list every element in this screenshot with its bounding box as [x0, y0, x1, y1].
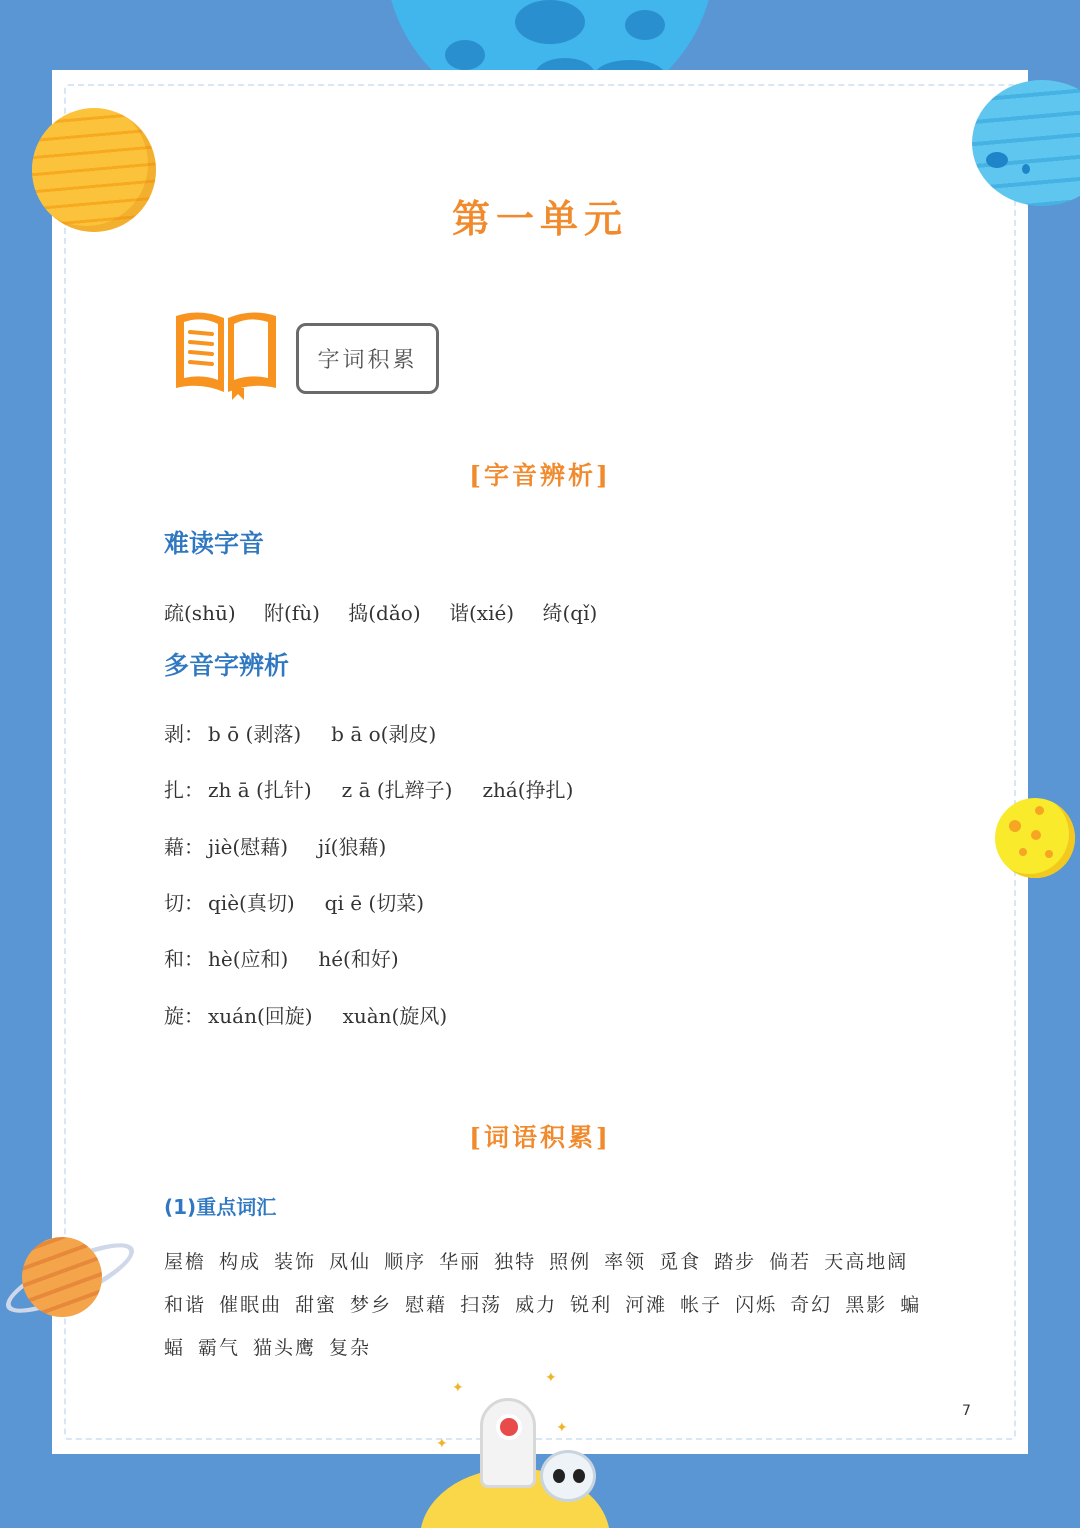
pinyin-item: 绮(qǐ) [542, 601, 598, 625]
vocab-line [164, 1290, 934, 1317]
vocab-word: 倘若 [769, 1251, 812, 1273]
polyphonic-reading: zhá(挣扎) [482, 778, 574, 802]
polyphonic-char: 藉： [164, 835, 204, 859]
polyphonic-row [164, 1000, 477, 1029]
sparkle-icon: ✦ [545, 1370, 557, 1386]
key-vocabulary-heading: (1)重点词汇 [164, 1195, 277, 1219]
difficult-pronunciation-heading: 难读字音 [164, 529, 265, 558]
sparkle-icon: ✦ [452, 1380, 464, 1396]
difficult-pronunciation-list [164, 597, 619, 626]
polyphonic-char: 切： [164, 891, 204, 915]
vocab-word: 梦乡 [350, 1294, 393, 1316]
vocab-word: 华丽 [439, 1251, 482, 1273]
vocab-word: 奇幻 [790, 1294, 833, 1316]
vocab-word: 锐利 [570, 1294, 613, 1316]
section-heading-pronunciation: [字音辨析] [469, 461, 611, 490]
saturn-planet-decoration [22, 1237, 102, 1317]
vocab-word: 独特 [494, 1251, 537, 1273]
vocab-word: 顺序 [384, 1251, 427, 1273]
vocab-word: 霸气 [198, 1337, 241, 1359]
sparkle-icon: ✦ [556, 1420, 568, 1436]
vocab-word: 催眠曲 [219, 1294, 283, 1316]
polyphonic-row [164, 887, 454, 916]
polyphonic-char: 剥： [164, 722, 204, 746]
polyphonic-reading: xuán(回旋) [208, 1004, 313, 1028]
vocab-word: 复杂 [329, 1337, 372, 1359]
panda-decoration [540, 1450, 596, 1502]
polyphonic-heading: 多音字辨析 [164, 651, 290, 680]
vocab-word: 威力 [515, 1294, 558, 1316]
vocab-word: 照例 [549, 1251, 592, 1273]
vocab-word: 帐子 [680, 1294, 723, 1316]
polyphonic-char: 扎： [164, 778, 204, 802]
vocab-word: 闪烁 [735, 1294, 778, 1316]
polyphonic-reading: hè(应和) [208, 947, 289, 971]
vocab-line [164, 1333, 384, 1360]
unit-title: 第一单元 [451, 196, 628, 241]
vocab-word: 构成 [219, 1251, 262, 1273]
polyphonic-reading: jiè(慰藉) [208, 835, 289, 859]
polyphonic-reading: b ō (剥落) [208, 722, 302, 746]
page-number: 7 [962, 1403, 971, 1419]
vocab-word: 率领 [604, 1251, 647, 1273]
polyphonic-row [164, 718, 466, 747]
polyphonic-reading: z ā (扎辫子) [341, 778, 453, 802]
polyphonic-char: 旋： [164, 1004, 204, 1028]
polyphonic-char: 和： [164, 947, 204, 971]
vocab-word: 扫荡 [460, 1294, 503, 1316]
vocab-word: 慰藉 [405, 1294, 448, 1316]
vocab-word: 甜蜜 [295, 1294, 338, 1316]
word-accumulation-tag: 字词积累 [296, 323, 439, 394]
vocab-word: 屋檐 [164, 1251, 207, 1273]
polyphonic-row [164, 831, 416, 860]
rocket-window-decoration [496, 1414, 522, 1440]
vocab-word: 蝠 [164, 1337, 186, 1359]
vocab-word: 踏步 [714, 1251, 757, 1273]
vocab-word: 天高地阔 [824, 1251, 909, 1273]
pinyin-item: 附(fù) [264, 601, 320, 625]
vocab-line [164, 1247, 921, 1274]
pinyin-item: 捣(dǎo) [348, 601, 421, 625]
vocab-word: 装饰 [274, 1251, 317, 1273]
vocab-word: 黑影 [845, 1294, 888, 1316]
vocab-word: 猫头鹰 [253, 1337, 317, 1359]
pinyin-item: 疏(shū) [164, 601, 236, 625]
sparkle-icon: ✦ [436, 1436, 448, 1452]
rocket-decoration [480, 1398, 536, 1488]
polyphonic-reading: jí(狼藉) [318, 835, 387, 859]
planet-small-yellow-decoration [995, 798, 1075, 878]
vocab-word: 凤仙 [329, 1251, 372, 1273]
polyphonic-reading: b ā o(剥皮) [331, 722, 437, 746]
polyphonic-reading: qiè(真切) [208, 891, 295, 915]
pinyin-item: 谐(xié) [448, 601, 515, 625]
vocab-word: 蝙 [900, 1294, 922, 1316]
page-dashed-border [64, 84, 1016, 1440]
book-icon [172, 308, 280, 400]
polyphonic-reading: hé(和好) [318, 947, 399, 971]
polyphonic-reading: zh ā (扎针) [208, 778, 312, 802]
vocab-word: 和谐 [164, 1294, 207, 1316]
section-heading-words: [词语积累] [469, 1123, 611, 1152]
polyphonic-row [164, 774, 603, 803]
polyphonic-reading: xuàn(旋风) [342, 1004, 448, 1028]
vocab-word: 觅食 [659, 1251, 702, 1273]
polyphonic-reading: qi ē (切菜) [324, 891, 424, 915]
polyphonic-row [164, 943, 429, 972]
vocab-word: 河滩 [625, 1294, 668, 1316]
